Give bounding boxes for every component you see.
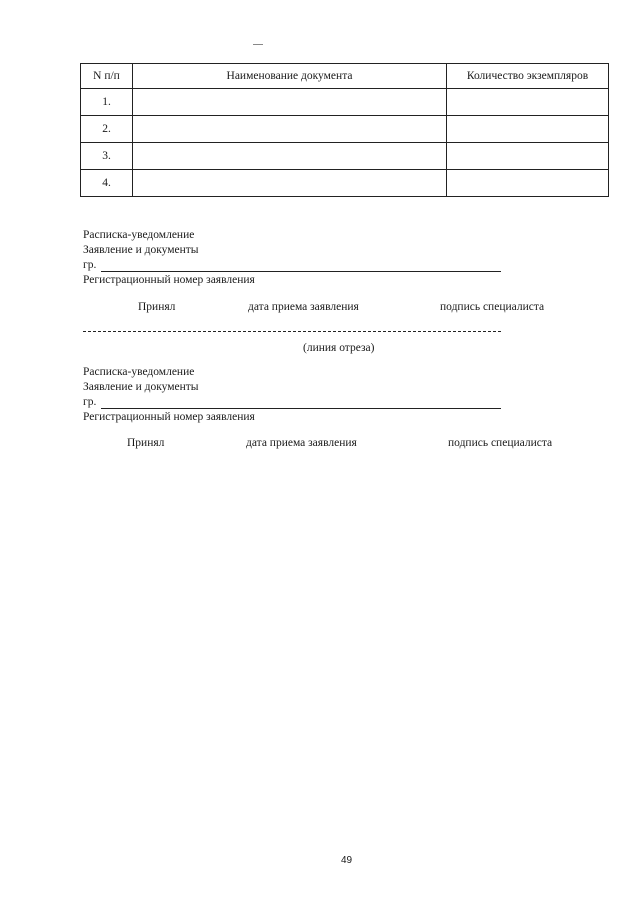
- cut-line: [83, 331, 501, 332]
- specialist-signature-label: подпись специалиста: [448, 437, 553, 449]
- table-row: [81, 116, 609, 143]
- acceptance-date-label: дата приема заявления: [248, 301, 359, 313]
- citizen-name-line: [101, 408, 501, 409]
- documents-table: [80, 63, 608, 197]
- row-document-name: [133, 89, 447, 116]
- row-document-name: [133, 143, 447, 170]
- table-row: [81, 143, 609, 170]
- row-number: 1.: [81, 89, 133, 116]
- receipt-title: Расписка-уведомление: [83, 229, 195, 241]
- cut-line-caption: (линия отреза): [303, 342, 375, 354]
- row-document-name: [133, 116, 447, 143]
- citizen-name-line: [101, 271, 501, 272]
- row-document-name: [133, 170, 447, 197]
- table-header-row: [81, 64, 609, 89]
- page-number: 49: [341, 855, 353, 866]
- row-number: 3.: [81, 143, 133, 170]
- acceptance-date-label: дата приема заявления: [246, 437, 357, 449]
- specialist-signature-label: подпись специалиста: [440, 301, 545, 313]
- row-copies-count: [447, 170, 609, 197]
- table-row: [81, 170, 609, 197]
- row-copies-count: [447, 116, 609, 143]
- row-copies-count: [447, 143, 609, 170]
- row-number: 4.: [81, 170, 133, 197]
- scan-mark: [253, 44, 263, 45]
- row-copies-count: [447, 89, 609, 116]
- receipt-citizen-label: гр.: [83, 259, 97, 271]
- receipt-documents-line: Заявление и документы: [83, 244, 199, 256]
- table-row: [81, 89, 609, 116]
- header-num: N п/п: [81, 64, 133, 89]
- receipt-registration-number: Регистрационный номер заявления: [83, 274, 255, 286]
- receipt-citizen-label: гр.: [83, 396, 97, 408]
- accepted-label: Принял: [138, 301, 176, 313]
- accepted-label: Принял: [127, 437, 165, 449]
- header-copies-count: Количество экземпляров: [447, 64, 609, 89]
- header-document-name: Наименование документа: [133, 64, 447, 89]
- row-number: 2.: [81, 116, 133, 143]
- receipt-documents-line: Заявление и документы: [83, 381, 199, 393]
- receipt-title: Расписка-уведомление: [83, 366, 195, 378]
- receipt-registration-number: Регистрационный номер заявления: [83, 411, 255, 423]
